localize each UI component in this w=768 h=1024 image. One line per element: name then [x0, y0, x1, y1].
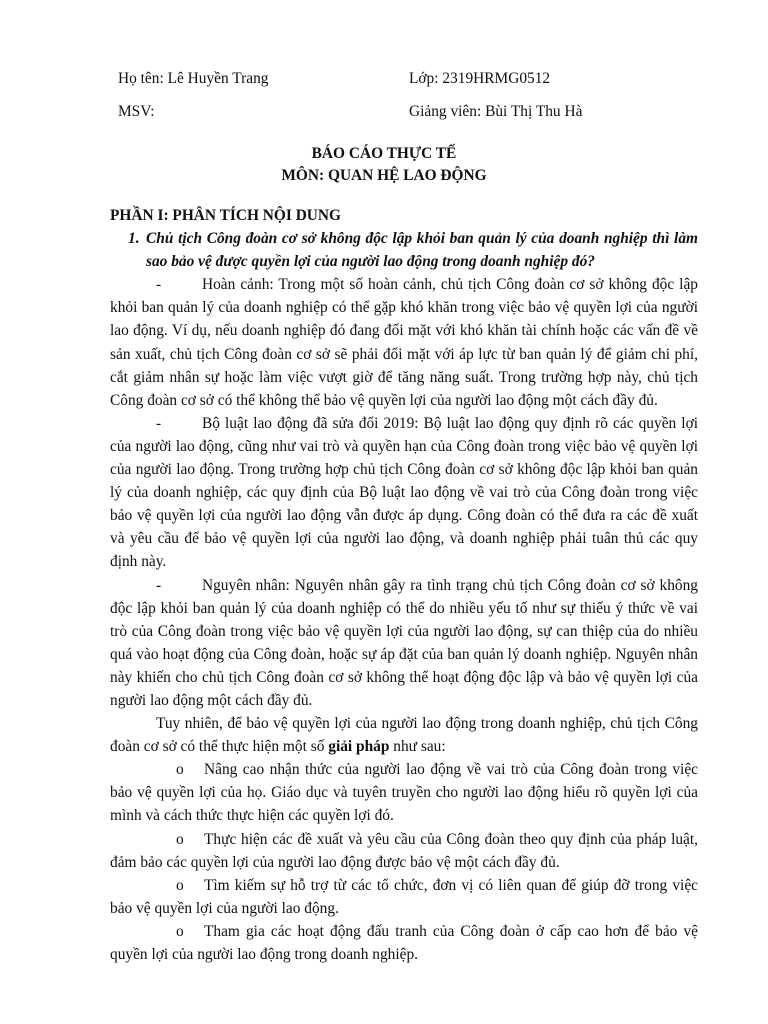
solution-intro-text: Tuy nhiên, để bảo vệ quyền lợi của người lao động trong doanh nghiệp, chủ tịch Công đoàn cơ sở có thể thực hiện một số [110, 715, 698, 756]
solution-text: Nâng cao nhận thức của người lao động về vai trò của Công đoàn trong việc bảo vệ quyền lợi của họ. Giáo dục và tuyên truyền cho người lao động hiểu rõ quyền lợi của mình và cách thức thực hiện các quyền lợi đó. [110, 761, 698, 825]
solution-text: Tìm kiếm sự hỗ trợ từ các tổ chức, đơn vị có liên quan để giúp đỡ trong việc bảo vệ quyền lợi của người lao động. [110, 876, 698, 917]
solution-keyword: giải pháp [328, 738, 390, 756]
solution-item [110, 828, 698, 874]
circle-bullet: o [176, 922, 184, 940]
question-number: 1. [128, 230, 140, 248]
dash-bullet: - [156, 276, 162, 294]
paragraph-context [110, 273, 698, 412]
paragraph-context-text: Hoàn cảnh: Trong một số hoàn cảnh, chủ tịch Công đoàn cơ sở không độc lập khỏi ban quản lý của doanh nghiệp có thể gặp khó khăn trong việc bảo vệ quyền lợi của người lao động. Ví dụ, nếu doanh nghiệp đó đang đối mặt với khó khăn tài chính hoặc các vấn đề về sản xuất, chủ tịch Công đoàn cơ sở sẽ phải đối mặt với áp lực từ ban quản lý để giảm chi phí, cắt giảm nhân sự hoặc làm việc vượt giờ để tăng năng suất. Trong trường hợp này, chủ tịch Công đoàn cơ sở có thể không thể bảo vệ quyền lợi của người lao động một cách đầy đủ. [110, 276, 698, 409]
paragraph-solution-intro [110, 712, 698, 758]
circle-bullet: o [176, 876, 184, 894]
circle-bullet: o [176, 761, 184, 779]
report-title: BÁO CÁO THỰC TẾ [311, 145, 457, 162]
paragraph-law-text: Bộ luật lao động đã sửa đổi 2019: Bộ luật lao động quy định rõ các quyền lợi của người lao động, cũng như vai trò và quyền hạn của Công đoàn trong việc bảo vệ quyền lợi của người lao động. Trong trường hợp chủ tịch Công đoàn cơ sở không độc lập khỏi ban quản lý của doanh nghiệp, các quy định của Bộ luật lao động về vai trò của Công đoàn trong việc bảo vệ quyền lợi của người lao động vẫn được áp dụng. Công đoàn có thể đưa ra các đề xuất và yêu cầu để bảo vệ quyền lợi của người lao động, và doanh nghiệp phải tuân thủ các quy định này. [110, 414, 698, 571]
subject-title: MÔN: QUAN HỆ LAO ĐỘNG [281, 167, 487, 184]
paragraph-law [110, 412, 698, 574]
class-code: Lớp: 2319HRMG0512 [409, 70, 551, 87]
solution-item [110, 758, 698, 827]
student-name: Họ tên: Lê Huyền Trang [118, 70, 269, 87]
paragraph-cause [110, 574, 698, 713]
solution-text: Tham gia các hoạt động đấu tranh của Công đoàn ở cấp cao hơn để bảo vệ quyền lợi của người lao động trong doanh nghiệp. [110, 922, 698, 963]
lecturer-name: Giảng viên: Bùi Thị Thu Hà [409, 103, 583, 120]
paragraph-cause-text: Nguyên nhân: Nguyên nhân gây ra tình trạng chủ tịch Công đoàn cơ sở không độc lập khỏi ban quản lý của doanh nghiệp có thể do nhiều yếu tố như sự thiếu ý thức về vai trò của Công đoàn trong việc bảo vệ quyền lợi của người lao động, sự can thiệp của do nhiều quá vào hoạt động của Công đoàn, hoặc sự áp đặt của ban quản lý doanh nghiệp. Nguyên nhân này khiến cho chủ tịch Công đoàn cơ sở không thể hoạt động độc lập và bảo vệ quyền lợi của người lao động một cách đầy đủ. [110, 576, 698, 709]
solution-item [110, 874, 698, 920]
dash-bullet: - [156, 576, 162, 594]
circle-bullet: o [176, 830, 184, 848]
solution-intro-tail: như sau: [389, 738, 446, 756]
question-text: Chủ tịch Công đoàn cơ sở không độc lập khỏi ban quản lý của doanh nghiệp thì làm sao bảo vệ được quyền lợi của người lao động trong doanh nghiệp đó? [146, 230, 698, 271]
dash-bullet: - [156, 414, 162, 432]
solution-text: Thực hiện các đề xuất và yêu cầu của Công đoàn theo quy định của pháp luật, đảm bảo các quyền lợi của người lao động được bảo vệ một cách đầy đủ. [110, 830, 698, 871]
question-item [110, 227, 698, 273]
student-id: MSV: [118, 103, 155, 120]
section-heading: PHẦN I: PHÂN TÍCH NỘI DUNG [110, 207, 342, 224]
solution-item [110, 920, 698, 966]
document-body [110, 204, 698, 966]
